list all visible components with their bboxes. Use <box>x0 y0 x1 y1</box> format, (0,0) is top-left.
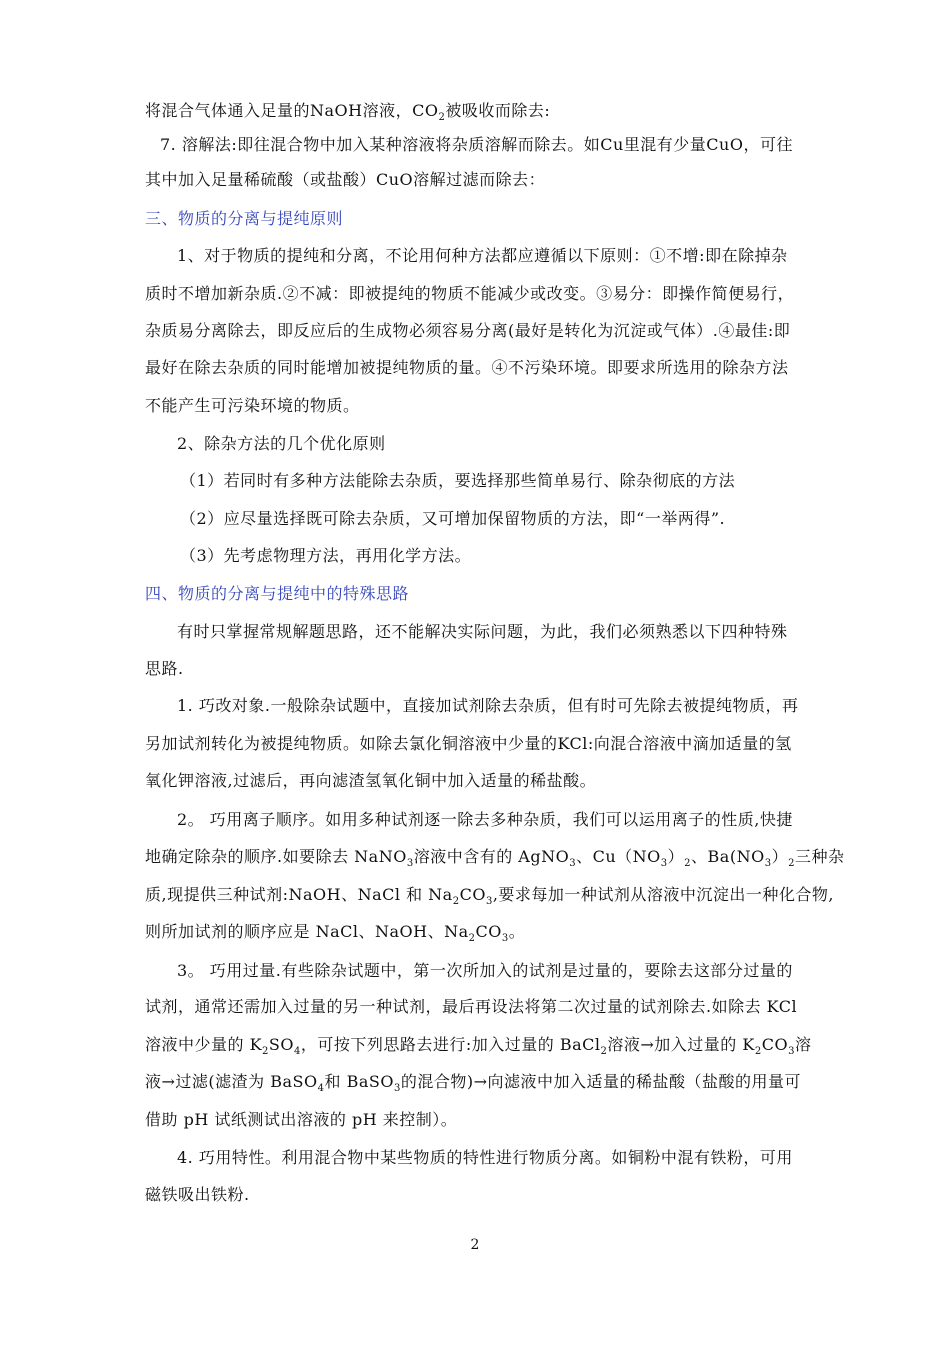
text-line: （2）应尽量选择既可除去杂质，又可增加保留物质的方法，即“一举两得”. <box>180 509 726 528</box>
text-line: 最好在除去杂质的同时能增加被提纯物质的量。④不污染环境。即要求所选用的除杂方法 <box>145 358 789 377</box>
text-line: 磁铁吸出铁粉. <box>145 1185 250 1204</box>
text-line: 液→过滤(滤渣为 BaSO$_4$和 BaSO$_3$的混合物)→向滤液中加入适量的稀盐酸（盐酸的用量可 <box>145 1072 801 1094</box>
text-line: 质时不增加新杂质.②不减：即被提纯的物质不能减少或改变。③易分：即操作简便易行， <box>145 284 795 303</box>
text-line: 试剂，通常还需加入过量的另一种试剂，最后再设法将第二次过量的试剂除去.如除去 KCl <box>145 997 798 1016</box>
text-line: 1. 巧改对象.一般除杂试题中，直接加试剂除去杂质，但有时可先除去被提纯物质，再 <box>177 696 799 715</box>
text-line: 2。 巧用离子顺序。如用多种试剂逐一除去多种杂质，我们可以运用离子的性质,快捷 <box>177 810 793 829</box>
text-line: 另加试剂转化为被提纯物质。如除去氯化铜溶液中少量的KCl:向混合溶液中滴加适量的氢 <box>145 734 792 753</box>
text-line: 3。 巧用过量.有些除杂试题中，第一次所加入的试剂是过量的，要除去这部分过量的 <box>177 961 793 980</box>
page-number: 2 <box>470 1237 480 1253</box>
text-line: 7. 溶解法:即往混合物中加入某种溶液将杂质溶解而除去。如Cu里混有少量CuO，可往 <box>160 135 793 154</box>
text-line: 将混合气体通入足量的NaOH溶液，$CO_2$被吸收而除去: <box>145 101 551 123</box>
text-line: 地确定除杂的顺序.如要除去 NaNO$_3$溶液中含有的 AgNO$_3$、$Cu(NO_3)_2$、$Ba(NO_3)_2$三种杂 <box>145 847 845 869</box>
text-line: 思路. <box>145 659 184 678</box>
text-line: 不能产生可污染环境的物质。 <box>145 396 360 415</box>
text-line: 质,现提供三种试剂:NaOH、NaCl 和 $Na_2CO_3$,要求每加一种试剂从溶液中沉淀出一种化合物, <box>145 885 834 907</box>
text-line: 4. 巧用特性。利用混合物中某些物质的特性进行物质分离。如铜粉中混有铁粉，可用 <box>177 1148 793 1167</box>
text-line: 借助 pH 试纸测试出溶液的 pH 来控制）。 <box>145 1110 458 1129</box>
text-line: 氧化钾溶液,过滤后，再向滤渣氢氧化铜中加入适量的稀盐酸。 <box>145 771 597 790</box>
section-heading-4: 四、物质的分离与提纯中的特殊思路 <box>145 584 410 603</box>
text-line: 则所加试剂的顺序应是 NaCl、NaOH、$Na_2CO_3$。 <box>145 922 526 944</box>
text-line: （3）先考虑物理方法，再用化学方法。 <box>180 546 472 565</box>
section-heading-3: 三、物质的分离与提纯原则 <box>145 209 344 228</box>
text-line: 2、除杂方法的几个优化原则 <box>177 434 386 453</box>
text-line: 杂质易分离除去，即反应后的生成物必须容易分离(最好是转化为沉淀或气体）.④最佳:即 <box>145 321 791 340</box>
text-line: 有时只掌握常规解题思路，还不能解决实际问题，为此，我们必须熟悉以下四种特殊 <box>177 622 788 641</box>
text-line: 其中加入足量稀硫酸（或盐酸）CuO溶解过滤而除去： <box>145 170 546 189</box>
text-line: 溶液中少量的 $K_2SO_4$，可按下列思路去进行:加入过量的 BaCl$_2$溶液→加入过量的 $K_2CO_3$溶 <box>145 1035 812 1057</box>
text-line: （1）若同时有多种方法能除去杂质，要选择那些简单易行、除杂彻底的方法 <box>180 471 736 490</box>
text-line: 1、对于物质的提纯和分离，不论用何种方法都应遵循以下原则：①不增:即在除掉杂 <box>177 246 788 265</box>
